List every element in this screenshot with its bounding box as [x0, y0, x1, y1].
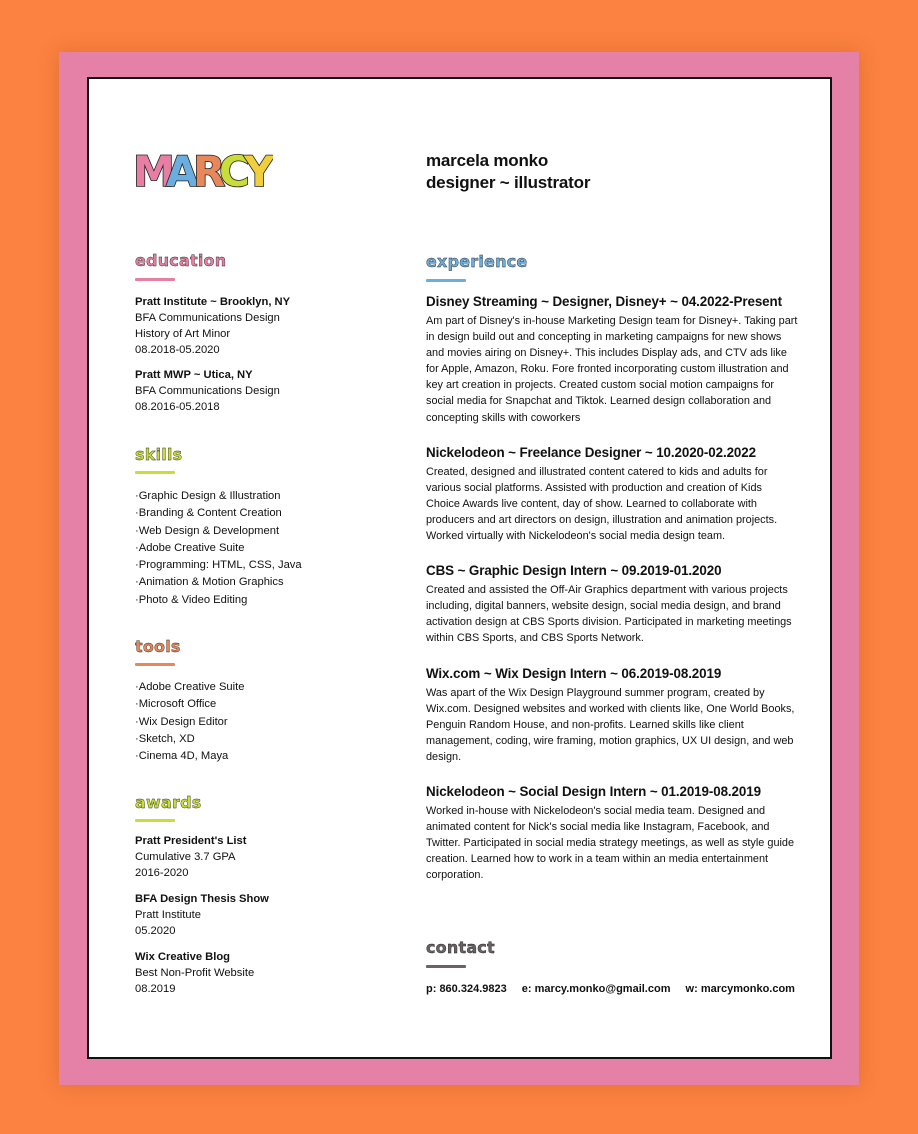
contact-details — [426, 983, 807, 995]
award-date: 2016-2020 — [135, 867, 189, 879]
job-entry — [426, 783, 798, 883]
job-title: Disney Streaming ~ Designer, Disney+ ~ 04.2022-Present — [426, 294, 782, 309]
job-title: CBS ~ Graphic Design Intern ~ 09.2019-01.2020 — [426, 563, 722, 579]
job-title: Wix.com ~ Wix Design Intern ~ 06.2019-08.2019 — [426, 665, 722, 681]
award-entry — [135, 891, 269, 939]
logo-letter-m: M — [133, 147, 175, 192]
job-entry — [426, 293, 798, 426]
degree: BFA Communications Design — [135, 312, 280, 324]
header — [426, 150, 590, 194]
job-description: Worked in-house with Nickelodeon's social media team. Designed and animated content for Nick's social media like Instagram, Facebook, and Twitter. Participated in social media strategy meetings, as well as style guide creation. Learned how to work in a team within an media entertainment corporation. — [426, 804, 795, 882]
logo-letter-a: A — [166, 147, 199, 192]
contact-underline — [426, 965, 466, 968]
job-entry — [426, 562, 798, 646]
minor: History of Art Minor — [135, 328, 231, 340]
experience-underline — [426, 279, 466, 282]
school-name: Pratt MWP ~ Utica, NY — [135, 369, 253, 381]
dates: 08.2016-05.2018 — [135, 401, 220, 413]
award-name: Wix Creative Blog — [135, 951, 231, 963]
job-description: Am part of Disney's in-house Marketing Design team for Disney+. Taking part in design build out and concepting in marketing campaigns for new shows and movies airing on Disney+. This includes Display ads, and CTV ads like for Apple, Amazon, Roku. Fore fronted incorporating custom illustration and key art creation in projects. Created custom social motion campaigns for social media for Snapchat and Tiktok. Learned design collaboration and concepting skills with coworkers — [426, 315, 798, 424]
tool-item: ·Microsoft Office — [135, 698, 217, 711]
awards-list — [135, 833, 269, 1006]
phone-number: p: 860.324.9823 — [426, 983, 507, 995]
tool-item: ·Wix Design Editor — [135, 715, 228, 728]
tool-item: ·Adobe Creative Suite — [135, 681, 245, 693]
education-entry — [135, 294, 290, 358]
logo-letter-y: Y — [244, 147, 273, 192]
skill-item: ·Branding & Content Creation — [135, 507, 282, 520]
skill-item: ·Photo & Video Editing — [135, 593, 248, 606]
education-heading: education — [135, 251, 227, 270]
education-underline — [135, 278, 175, 281]
skills-list — [135, 488, 302, 609]
job-entry — [426, 665, 798, 765]
job-description: Created and assisted the Off-Air Graphics department with various projects including, digital banners, website design, social media design, and brand activation design at CBS Sports division. Participated in marketing meetings within CBS Sports, and CBS Sports Network. — [426, 584, 792, 645]
award-date: 08.2019 — [135, 983, 176, 995]
awards-heading: awards — [135, 793, 202, 812]
logo-letter-c: C — [219, 147, 250, 192]
skill-item: ·Programming: HTML, CSS, Java — [135, 559, 302, 572]
award-entry — [135, 949, 269, 997]
job-title: Nickelodeon ~ Social Design Intern ~ 01.2019-08.2019 — [426, 783, 761, 799]
award-name: BFA Design Thesis Show — [135, 893, 269, 905]
tool-item: ·Cinema 4D, Maya — [135, 750, 229, 763]
job-description: Was apart of the Wix Design Playground summer program, created by Wix.com. Designed websites and worked with clients like, One World Books, Penguin Random House, and non-profits. Learned skills like client management, coding, wire framing, motion graphics, UX UI design, and web design. — [426, 686, 795, 763]
education-list — [135, 294, 290, 424]
full-name: marcela monko — [426, 151, 549, 170]
award-detail: Pratt Institute — [135, 909, 201, 921]
award-date: 05.2020 — [135, 925, 176, 937]
degree: BFA Communications Design — [135, 385, 280, 397]
dates: 08.2018-05.2020 — [135, 344, 220, 356]
award-detail: Best Non-Profit Website — [135, 967, 255, 979]
experience-list — [426, 293, 798, 901]
skill-item: ·Adobe Creative Suite — [135, 541, 245, 554]
education-entry — [135, 367, 290, 415]
job-entry — [426, 444, 798, 544]
skill-item: ·Graphic Design & Illustration — [135, 490, 281, 502]
contact-heading: contact — [426, 938, 495, 957]
skill-item: ·Animation & Motion Graphics — [135, 576, 284, 589]
skills-underline — [135, 471, 175, 474]
award-detail: Cumulative 3.7 GPA — [135, 851, 236, 863]
email-address[interactable]: e: marcy.monko@gmail.com — [521, 983, 671, 995]
award-entry — [135, 833, 269, 881]
tools-heading: tools — [135, 637, 181, 656]
website-link[interactable]: w: marcymonko.com — [685, 983, 795, 995]
experience-heading: experience — [426, 252, 528, 271]
logo-letter-r: R — [193, 147, 226, 192]
tools-underline — [135, 663, 175, 666]
job-title: Nickelodeon ~ Freelance Designer ~ 10.2020-02.2022 — [426, 444, 756, 460]
skill-item: ·Web Design & Development — [135, 524, 280, 537]
skills-heading: skills — [135, 445, 183, 464]
school-name: Pratt Institute ~ Brooklyn, NY — [135, 296, 291, 308]
job-description: Created, designed and illustrated content catered to kids and adults for various social platforms. Assisted with production and creation of Kids Choice Awards live content, day of show. Learned to collaborate with producers and art directors on design, illustration and animation projects. Worked virtually with Nickelodeon's social media design team. — [426, 465, 778, 543]
tool-item: ·Sketch, XD — [135, 732, 195, 745]
marcy-logo — [133, 142, 273, 192]
job-role: designer ~ illustrator — [426, 173, 591, 192]
award-name: Pratt President's List — [135, 835, 247, 847]
awards-underline — [135, 819, 175, 822]
tools-list — [135, 679, 244, 765]
